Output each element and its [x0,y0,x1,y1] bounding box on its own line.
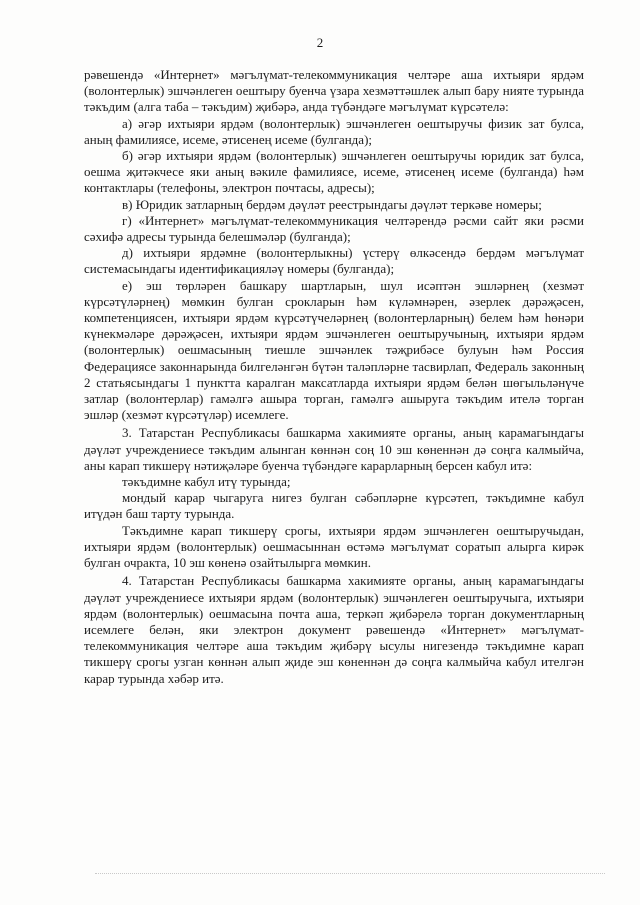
paragraph-section-4: 4. Татарстан Республикасы башкарма хакимияте органы, аның карамагындагы дәүләт учреждениесе ихтыяри ярдәм (волонтерлык) эшчәнлеген оештыручыга, ихтыяри ярдәм (волонтерлык) оешмасына почта аша, теркәп җибәрелә торган документларның исемлеге белән, яки электрон документ рәвешендә «Интернет» мәгълүмат-телекоммуникация челтәре аша тәкъдим җибәрү ысулы нигезендә тәкъдимне карап тикшерү срогы узган көннән алып җиде эш көненнән дә соңга калмыйча кабул ителгән карар турында хәбәр итә. [84,573,584,686]
paragraph-item-v: в) Юридик затларның бердәм дәүләт реестрындагы дәүләт теркәве номеры; [122,196,542,212]
document-body [84,67,584,687]
scan-edge-line [95,873,605,874]
paragraph-item-g: г) «Интернет» мәгълүмат-телекоммуникация челтәрендә рәсми сайт яки рәсми сәхифә адресы турында белешмәләр (булганда); [84,212,584,245]
page-number: 2 [316,35,324,50]
paragraph-item-b: б) әгәр ихтыяри ярдәм (волонтерлык) эшчәнлеген оештыручы юридик зат булса, оешма җитәкчесе яки аның вәкиле фамилиясе, исеме, әтисенең исеме (булганда) һәм контактлары (телефоны, электрон почтасы, адресы); [84,148,584,196]
paragraph-decision-refuse: мондый карар чыгаруга нигез булган сәбәпләрне күрсәтеп, тәкъдимне кабул итүдән баш тарту турында. [84,490,584,522]
paragraph-section-3: 3. Татарстан Республикасы башкарма хакимияте органы, аның карамагындагы дәүләт учреждениесе тәкъдим алынган көннән соң 10 эш көненнән дә соңга калмыйча, аны карап тикшерү нәтиҗәләре буенча түбәндәге карарларның берсен кабул итә: [84,425,584,473]
paragraph-intro-continuation: рәвешендә «Интернет» мәгълүмат-телекоммуникация челтәре аша ихтыяри ярдәм (волонтерлык) эшчәнлеген оештыру буенча үзара хезмәттәшлек алып бару нияте турында тәкъдим (алга таба – тәкъдим) җибәрә, анда түбәндәге мәгълүмат күрсәтелә: [84,67,584,115]
paragraph-decision-accept: тәкъдимне кабул итү турында; [122,474,291,490]
paragraph-item-e: е) эш төрләрен башкару шартларын, шул исәптән эшләрнең (хезмәт күрсәтүләрнең) мөмкин булган срокларын һәм күләмнәрен, әзерлек дәрәҗәсен, компетенциясен, ихтыяри ярдәм күрсәтүчеләрнең (волонтерларның) белем һәм һөнәри күнекмәләре дәрәҗәсен, ихтыяри ярдәм эшчәнлеген оештыручының, ихтыяри ярдәм (волонтерлык) оешмасының тиешле эшчәнлек тәҗрибәсе булуын һәм Россия Федерациясе законнарында билгеләнгән бүтән таләпләрне тасвирлап, Федераль законның 2 статьясындагы 1 пунктта каралган максатларда ихтыяри ярдәм белән шөгыльләнүче затлар (волонтерлар) гамәлгә ашыра торган, гамәлгә ашыруга тәкъдим ителә торган эшләр (хезмәт күрсәтүләр) исемлеге. [84,277,584,423]
paragraph-item-a: а) әгәр ихтыяри ярдәм (волонтерлык) эшчәнлеген оештыручы физик зат булса, аның фамилиясе, исеме, әтисенең исеме (булганда); [84,115,584,147]
paragraph-item-d: д) ихтыяри ярдәмне (волонтерлыкны) үстерү өлкәсендә бердәм мәгълүмат системасындагы идентификацияләү номеры (булганда); [84,245,584,277]
paragraph-review-extension: Тәкъдимне карап тикшерү срогы, ихтыяри ярдәм эшчәнлеген оештыручыдан, ихтыяри ярдәм (волонтерлык) оешмасыннан өстәмә мәгълүмат соратып алырга кирәк булган очракта, 10 эш көненә озайтылырга мөмкин. [84,522,584,571]
